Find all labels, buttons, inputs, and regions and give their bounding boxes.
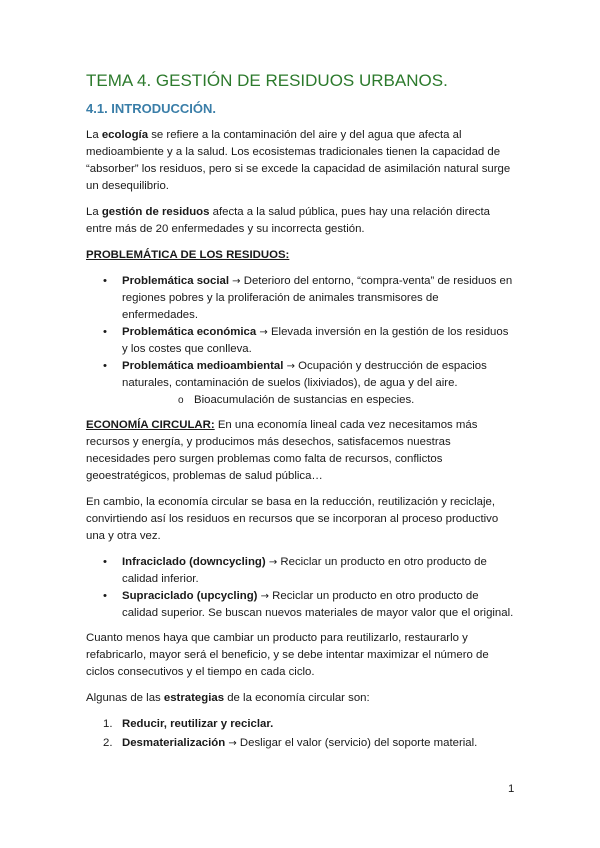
page-number: 1 [508, 783, 515, 795]
page-content [86, 70, 516, 754]
strategies-list [86, 716, 516, 752]
list-item: 1. Reducir, reutilizar y reciclar. [103, 718, 274, 730]
section-heading: 4.1. INTRODUCCIÓN. [86, 101, 217, 116]
arrow-icon: → [228, 738, 237, 749]
document-title: TEMA 4. GESTIÓN DE RESIDUOS URBANOS. [86, 71, 448, 90]
sub-list-item: o Bioacumulación de sustancias en especies. [122, 392, 516, 409]
list-item: 2. Desmaterialización → Desligar el valor (servicio) del soporte material. [103, 737, 478, 749]
list-item: • Problemática económica → Elevada inversión en la gestión de los residuos y los costes que conlleva. [103, 326, 509, 355]
list-item: • Problemática social → Deterioro del entorno, “compra-venta” de residuos en regiones pobres y la proliferación de animales transmisores de enfermedades. [103, 275, 513, 321]
problematica-heading: PROBLEMÁTICA DE LOS RESIDUOS: [86, 249, 290, 261]
arrow-icon: → [259, 327, 268, 338]
bullet-icon: • [103, 275, 107, 287]
circle-bullet-icon: o [178, 395, 184, 406]
sub-list [122, 392, 516, 409]
bullet-icon: • [103, 590, 107, 602]
bullet-icon: • [103, 556, 107, 568]
bullet-icon: • [103, 360, 107, 372]
paragraph-estrategias: Algunas de las estrategias de la economía circular son: [86, 692, 370, 704]
cycling-list [86, 554, 516, 622]
arrow-icon: → [286, 361, 295, 372]
list-item: • Supraciclado (upcycling) → Reciclar un producto en otro producto de calidad superior. Se buscan nuevos materiales de mayor valor que el original. [103, 590, 514, 619]
arrow-icon: → [268, 557, 278, 568]
paragraph-cuanto-menos: Cuanto menos haya que cambiar un producto para reutilizarlo, restaurarlo y refabricarlo, mayor será el beneficio, y se debe intentar maximizar el número de ciclos consecutivos y el tiempo en cada ciclo. [86, 632, 489, 678]
paragraph-economia-circular: ECONOMÍA CIRCULAR: En una economía lineal cada vez necesitamos más recursos y energía, y producimos más desechos, satisfacemos nuestras necesidades pero surgen problemas como falta de recursos, conflictos geoestratégicos, problemas de salud pública… [86, 419, 478, 482]
paragraph-gestion: La gestión de residuos afecta a la salud pública, pues hay una relación directa entre más de 20 enfermedades y su incorrecta gestión. [86, 206, 490, 235]
arrow-icon: → [260, 591, 270, 602]
list-item: • Infraciclado (downcycling) → Reciclar un producto en otro producto de calidad inferior. [103, 556, 487, 585]
list-item: • Problemática medioambiental → Ocupación y destrucción de espacios naturales, contaminación de suelos (lixiviados), de agua y del aire. o Bioacumulación de sustancias en especies. [86, 358, 516, 409]
arrow-icon: → [232, 276, 241, 287]
problems-list [86, 273, 516, 409]
bullet-icon: • [103, 326, 107, 338]
paragraph-en-cambio: En cambio, la economía circular se basa en la reducción, reutilización y reciclaje, convirtiendo así los residuos en recursos que se incorporan al proceso productivo una y otra vez. [86, 496, 499, 542]
paragraph-ecologia: La ecología se refiere a la contaminación del aire y del agua que afecta al medioambiente y a la salud. Los ecosistemas tradicionales tienen la capacidad de “absorber” los residuos, pero si se excede la capacidad de asimilación natural surge un desequilibrio. [86, 129, 511, 192]
